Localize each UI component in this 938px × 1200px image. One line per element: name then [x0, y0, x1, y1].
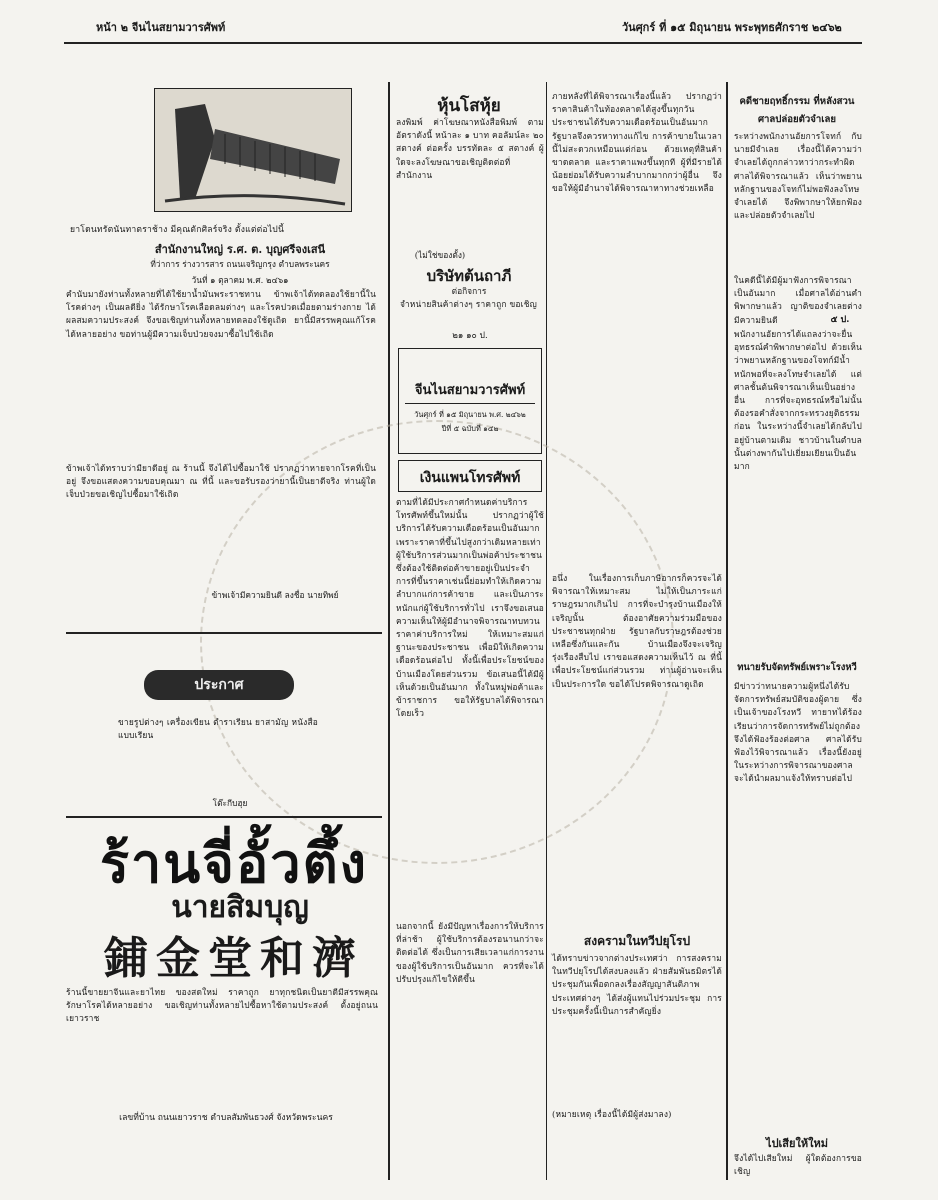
ad-signature: โต๊ะกีบฮุย — [212, 798, 248, 808]
column4-body-4: มีข่าวว่าทนายความผู้หนึ่งได้รับจัดการทรัพย์สมบัติของผู้ตาย ซึ่งเป็นเจ้าของโรงหวี ทายาทได้ร้องเรียนว่าการจัดการทรัพย์ไม่ถูกต้อง จึงได้ฟ้องร้องต่อศาล ศาลได้รับฟ้องไว้พิจารณาแล้ว เรื่องนี้ยังอยู่ในระหว่างการพิจารณาของศาล จะได้นำผลมาแจ้งให้ทราบต่อไป — [734, 681, 862, 784]
column4-body-1: ระหว่างพนักงานอัยการโจทก์ กับนายมีจำเลย เรื่องนี้ได้ความว่าจำเลยได้ถูกกล่าวหาว่ากระทำผิด ศาลได้พิจารณาแล้ว เห็นว่าพยานหลักฐานของโจทก์ไม่พอฟังลงโทษจำเลยได้ จึงพิพากษาให้ยกฟ้องและปล่อยตัวจำเลยไป — [734, 131, 862, 221]
page-header-left: หน้า ๒ จีนไนสยามวารศัพท์ — [96, 21, 226, 34]
column4-body-2: ในคดีนี้ได้มีผู้มาฟังการพิจารณาเป็นอันมาก เมื่อศาลได้อ่านคำพิพากษาแล้ว ญาติของจำเลยต่างมีความยินดี — [734, 275, 862, 325]
ad-banner-text: ประกาศ — [194, 677, 244, 693]
ad-list: ขายรูปต่างๆ เครื่องเขียน ตำราเรียน ยาสามัญ หนังสือ แบบเรียน — [118, 717, 318, 741]
column1-rule-2 — [66, 816, 382, 818]
column2-body-3: นอกจากนี้ ยังมีปัญหาเรื่องการให้บริการที่ล่าช้า ผู้ใช้บริการต้องรอนานกว่าจะติดต่อได้ ซึ่งเป็นการเสียเวลาแก่การงานของผู้ใช้บริการเป็นอันมาก ควรที่จะได้ปรับปรุงแก้ไขให้ดีขึ้น — [396, 921, 544, 984]
company-subtitle: ต่อกิจการ — [451, 286, 487, 296]
masthead-date: วันศุกร์ ที่ ๑๕ มิถุนายน พ.ศ. ๒๔๖๒ — [414, 410, 526, 419]
column4-amount: ๕ ป. — [830, 315, 850, 325]
big-ad-title: ร้านจี่อั้วตึ้ง — [99, 831, 369, 895]
company-body: จำหน่ายสินค้าต่างๆ ราคาถูก ขอเชิญ — [400, 299, 537, 309]
column1-body-2: ข้าพเจ้าได้ทราบว่ามียาดีอยู่ ณ ร้านนี้ จึงได้ไปซื้อมาใช้ ปรากฏว่าหายจากโรคที่เป็นอยู่ จึงขอแสดงความขอบคุณมา ณ ที่นี้ และขอรับรองว่ายานี้เป็นยาดีจริง ท่านผู้ใดเจ็บป่วยขอเชิญไปซื้อมาใช้เถิด — [66, 463, 376, 500]
column2-title: หุ้นโสหุ้ย — [437, 96, 501, 116]
column3-section-title: สงครามในทวีปยุโรป — [583, 934, 691, 948]
big-ad-subtitle: นายสิมบุญ — [171, 890, 309, 925]
signer-title: สำนักงานใหญ่ ร.ศ. ต. บุญศรีจงเสนี — [154, 243, 326, 256]
column2-body-1: ลงพิมพ์ ค่าโฆษณาหนังสือพิมพ์ ตามอัตราดังนี้ หน้าละ ๑ บาท คอลัมน์ละ ๒๐ สตางค์ ต่อครั้ง บรรทัดละ ๕ สตางค์ ผู้ใดจะลงโฆษณาขอเชิญติดต่อที่สำนักงาน — [396, 117, 544, 180]
engraving-caption: ยาโดนทรัตนันทาตราช้าง มีคุณตักศิลร์จริง ตั้งแต่ต่อไปนี้ — [70, 225, 285, 235]
section-title-telephone: เงินแพนโทรศัพท์ — [419, 470, 521, 486]
column1-rule-1 — [66, 632, 382, 634]
company-name: บริษัทต้นถาภี — [426, 267, 512, 285]
engraving-figure-icon — [155, 89, 351, 211]
column3-body-3: ได้ทราบข่าวจากต่างประเทศว่า การสงครามในทวีปยุโรปได้สงบลงแล้ว ฝ่ายสัมพันธมิตรได้ประชุมกันเพื่อตกลงเรื่องสัญญาสันติภาพ ประเทศต่างๆ ได้ส่งผู้แทนไปร่วมประชุม การประชุมครั้งนี้เป็นการสำคัญยิ่ง — [552, 953, 722, 1016]
column4-footer-title: ไปเสียให้ใหม่ — [766, 1137, 828, 1150]
big-ad-footer: เลขที่บ้าน ถนนเยาวราช ตำบลสัมพันธวงศ์ จังหวัดพระนคร — [119, 1113, 333, 1123]
column2-body-2: ตามที่ได้มีประกาศกำหนดค่าบริการโทรศัพท์ขึ้นใหม่นั้น ปรากฏว่าผู้ใช้บริการได้รับความเดือดร้อนเป็นอันมาก เพราะราคาที่ขึ้นไปสูงกว่าเดิมหลายเท่า ผู้ใช้บริการส่วนมากเป็นพ่อค้าประชาชนซึ่งต้องใช้ติดต่อค้าขายอยู่เป็นประจำ การที่ขึ้นราคาเช่นนี้ย่อมทำให้เกิดความลำบากแก่การค้าขาย และเป็นภาระหนักแก่ผู้ใช้บริการทั่วไป เราจึงขอเสนอความเห็นให้ผู้มีอำนาจพิจารณาทบทวนราคาค่าบริการใหม่ ให้เหมาะสมแก่ฐานะของประชาชน เพื่อมิให้เกิดความเดือดร้อนต่อไป ทั้งนี้เพื่อประโยชน์ของบ้านเมืองโดยส่วนรวม ข้อเสนอนี้ได้มีผู้เห็นด้วยเป็นอันมาก ทั้งในหมู่พ่อค้าและข้าราชการ ขอให้รัฐบาลได้พิจารณาโดยเร็ว — [396, 497, 544, 719]
ad-banner — [84, 662, 334, 710]
column3-body-1: ภายหลังที่ได้พิจารณาเรื่องนี้แล้ว ปรากฏว่าราคาสินค้าในท้องตลาดได้สูงขึ้นทุกวัน ประชาชนได้รับความเดือดร้อนเป็นอันมาก รัฐบาลจึงควรหาทางแก้ไข การค้าขายในเวลานี้ไม่สะดวกเหมือนแต่ก่อน ด้วยเหตุที่สินค้าขาดตลาด และราคาแพงขึ้นทุกที ผู้ที่มีรายได้น้อยย่อมได้รับความลำบากมากกว่าผู้อื่น จึงขอให้ผู้มีอำนาจได้พิจารณาหาทางช่วยเหลือ — [552, 91, 722, 194]
column3-note: (หมายเหตุ เรื่องนี้ได้มีผู้ส่งมาลง) — [552, 1109, 672, 1119]
masthead-title: จีนไนสยามวารศัพท์ — [414, 383, 526, 398]
header-rule — [64, 42, 862, 44]
masthead-box — [398, 348, 542, 454]
column1-signature: ข้าพเจ้ามีความยินดี ลงชื่อ นายทิพย์ — [211, 590, 339, 600]
column4-body-3: พนักงานอัยการได้แถลงว่าจะยื่นอุทธรณ์คำพิพากษาต่อไป ด้วยเห็นว่าพยานหลักฐานของโจทก์มีน้ำหนักพอที่จะลงโทษจำเลยได้ แต่ศาลชั้นต้นพิจารณาเห็นเป็นอย่างอื่น การที่จะอุทธรณ์หรือไม่นั้น ต้องรอคำสั่งจากกระทรวงยุติธรรมก่อน ในระหว่างนี้จำเลยได้กลับไปอยู่บ้านตามเดิม ชาวบ้านในตำบลนั้นต่างพากันไปเยี่ยมเยียนเป็นอันมาก — [734, 329, 862, 472]
big-ad-body: ร้านนี้ขายยาจีนและยาไทย ของสดใหม่ ราคาถูก ยาทุกชนิดเป็นยาดีมีสรรพคุณ รักษาโรคได้หลายอย่าง ขอเชิญท่านทั้งหลายไปซื้อหาใช้ตามประสงค์ ตั้งอยู่ถนนเยาวราช — [66, 987, 378, 1024]
column1-body-1: คำนับมายังท่านทั้งหลายที่ได้ใช้ยาน้ำมันพระราชทาน ข้าพเจ้าได้ทดลองใช้ยานี้ในโรคต่างๆ เป็นผลดียิ่ง ได้รักษาโรคเลือดลมต่างๆ และโรคปวดเมื่อยตามร่างกาย ได้ผลสมความประสงค์ จึงขอเชิญท่านทั้งหลายทดลองใช้ดูเถิด ยานี้มีสรรพคุณแก้โรคได้หลายอย่าง ขอท่านผู้มีความเจ็บป่วยจงมาซื้อไปใช้เถิด — [66, 289, 376, 339]
letter-date: วันที่ ๑ ตุลาคม พ.ศ. ๒๔๖๑ — [191, 275, 289, 285]
column3-body-2: อนึ่ง ในเรื่องการเก็บภาษีอากรก็ควรจะได้พิจารณาให้เหมาะสม ไม่ให้เป็นภาระแก่ราษฎรมากเกินไป การที่จะบำรุงบ้านเมืองให้เจริญนั้น ต้องอาศัยความร่วมมือของประชาชนทุกฝ่าย รัฐบาลกับราษฎรต้องช่วยเหลือซึ่งกันและกัน บ้านเมืองจึงจะเจริญรุ่งเรืองสืบไป เราขอแสดงความเห็นไว้ ณ ที่นี้ เพื่อประโยชน์แก่ส่วนรวม ท่านผู้อ่านจะเห็นเป็นประการใด ขอได้โปรดพิจารณาดูเถิด — [552, 573, 722, 689]
column2-note: (ไม่ใช่ของตั้ง) — [414, 250, 466, 260]
signer-subtitle: ที่ว่าการ ร่างวารสาร ถนนเจริญกรุง ตำบลพระนคร — [150, 259, 330, 269]
column-divider-3 — [726, 82, 728, 1180]
engraving-illustration — [154, 88, 352, 212]
column4-title: คดีชายฤทธิ์กรรม ที่หลังสวน — [739, 96, 855, 107]
page-header-right: วันศุกร์ ที่ ๑๕ มิถุนายน พระพุทธศักราช ๒๔๖๒ — [622, 21, 842, 34]
chinese-shop-name: 鋪金堂和濟 — [104, 933, 364, 984]
masthead-issue: ปีที่ ๕ ฉบับที่ ๑๔๒ — [441, 424, 499, 433]
company-price: ๒๑ ๑๐ ป. — [452, 331, 488, 341]
column4-footer-body: จึงได้ไปเสียใหม่ ผู้ใดต้องการขอเชิญ — [734, 1153, 862, 1177]
column4-subtitle: ศาลปล่อยตัวจำเลย — [757, 114, 837, 125]
section-title-box — [398, 460, 542, 492]
column4-section-title: ทนายรับจัดทรัพย์เพราะโรงหวี — [737, 662, 857, 673]
